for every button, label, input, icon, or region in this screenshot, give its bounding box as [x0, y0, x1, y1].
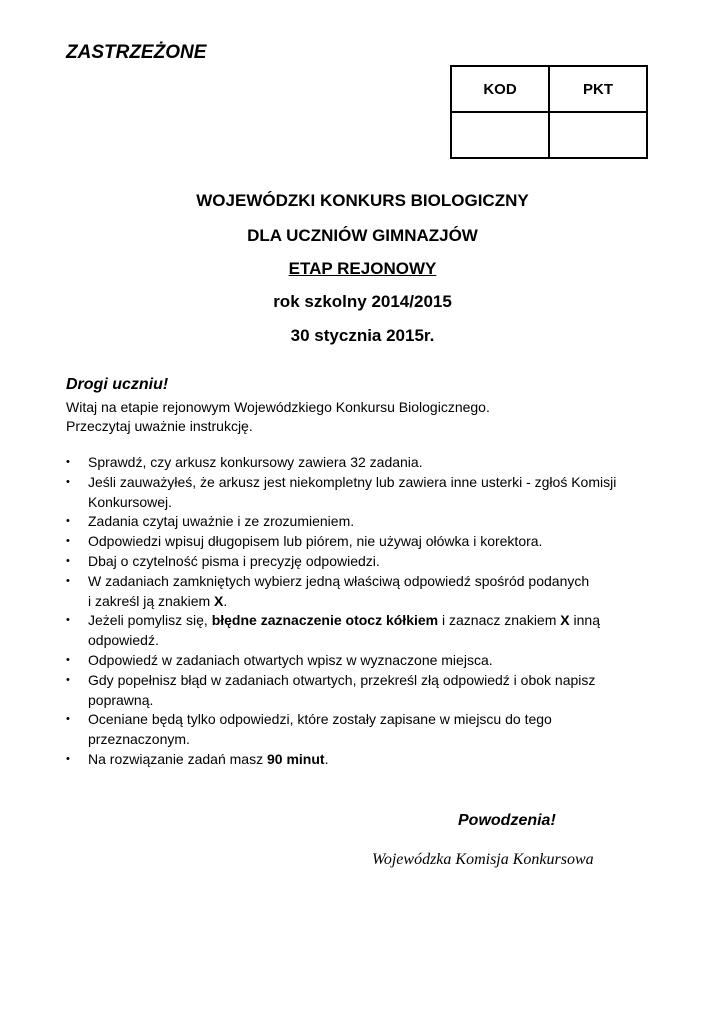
instruction-item: • Sprawdź, czy arkusz konkursowy zawiera 32 zadania. — [66, 453, 656, 473]
good-luck-text: Powodzenia! — [458, 812, 556, 829]
intro-text — [66, 398, 490, 436]
instruction-item: • Oceniane będą tylko odpowiedzi, które zostały zapisane w miejscu do tego przeznaczonym. — [66, 711, 552, 748]
bullet-icon: • — [66, 614, 70, 627]
instruction-item: • W zadaniach zamkniętych wybierz jedną właściwą odpowiedź spośród podanych i zakreśl ją znakiem X. — [66, 572, 590, 609]
bullet-icon: • — [66, 535, 70, 548]
code-cell[interactable] — [451, 112, 549, 158]
bullet-icon: • — [66, 554, 70, 567]
bullet-icon: • — [66, 515, 70, 528]
instruction-item: • Na rozwiązanie zadań masz 90 minut. — [66, 750, 656, 770]
greeting: Drogi uczniu! — [66, 376, 169, 393]
bullet-icon: • — [66, 574, 70, 587]
instruction-item: • Odpowiedzi wpisuj długopisem lub piórem, nie używaj ołówka i korektora. — [66, 532, 656, 552]
points-column-header: PKT — [549, 66, 647, 112]
contest-title: WOJEWÓDZKI KONKURS BIOLOGICZNY — [196, 191, 529, 210]
instruction-item: • Dbaj o czytelność pisma i precyzję odpowiedzi. — [66, 552, 656, 572]
instruction-item: • Odpowiedź w zadaniach otwartych wpisz w wyznaczone miejsca. — [66, 651, 656, 671]
instruction-item: • Gdy popełnisz błąd w zadaniach otwartych, przekreśl złą odpowiedź i obok napisz poprawną. — [66, 671, 596, 708]
points-cell[interactable] — [549, 112, 647, 158]
instruction-item: • Jeśli zauważyłeś, że arkusz jest niekompletny lub zawiera inne usterki - zgłoś Komisji Konkursowej. — [66, 473, 617, 510]
bullet-icon: • — [66, 752, 70, 765]
confidential-label: ZASTRZEŻONE — [66, 42, 207, 63]
bullet-icon: • — [66, 713, 70, 726]
bullet-icon: • — [66, 653, 70, 666]
bullet-icon: • — [66, 673, 70, 686]
intro-line: Witaj na etapie rejonowym Wojewódzkiego Konkursu Biologicznego. — [66, 399, 490, 415]
instruction-item: • Jeżeli pomylisz się, błędne zaznaczenie otocz kółkiem i zaznacz znakiem X inną odpowiedź. — [66, 612, 600, 649]
instruction-item: • Zadania czytaj uważnie i ze zrozumieniem. — [66, 512, 656, 532]
school-year: rok szkolny 2014/2015 — [273, 292, 452, 311]
code-score-table — [450, 65, 648, 159]
bullet-icon: • — [66, 456, 70, 468]
contest-audience: DLA UCZNIÓW GIMNAZJÓW — [247, 226, 478, 245]
intro-line: Przeczytaj uważnie instrukcję. — [66, 418, 253, 434]
committee-signature: Wojewódzka Komisja Konkursowa — [372, 851, 594, 868]
bullet-icon: • — [66, 475, 70, 488]
contest-stage: ETAP REJONOWY — [288, 259, 437, 278]
code-column-header: KOD — [451, 66, 549, 112]
instructions-list — [66, 453, 656, 770]
exam-date: 30 stycznia 2015r. — [290, 326, 435, 345]
